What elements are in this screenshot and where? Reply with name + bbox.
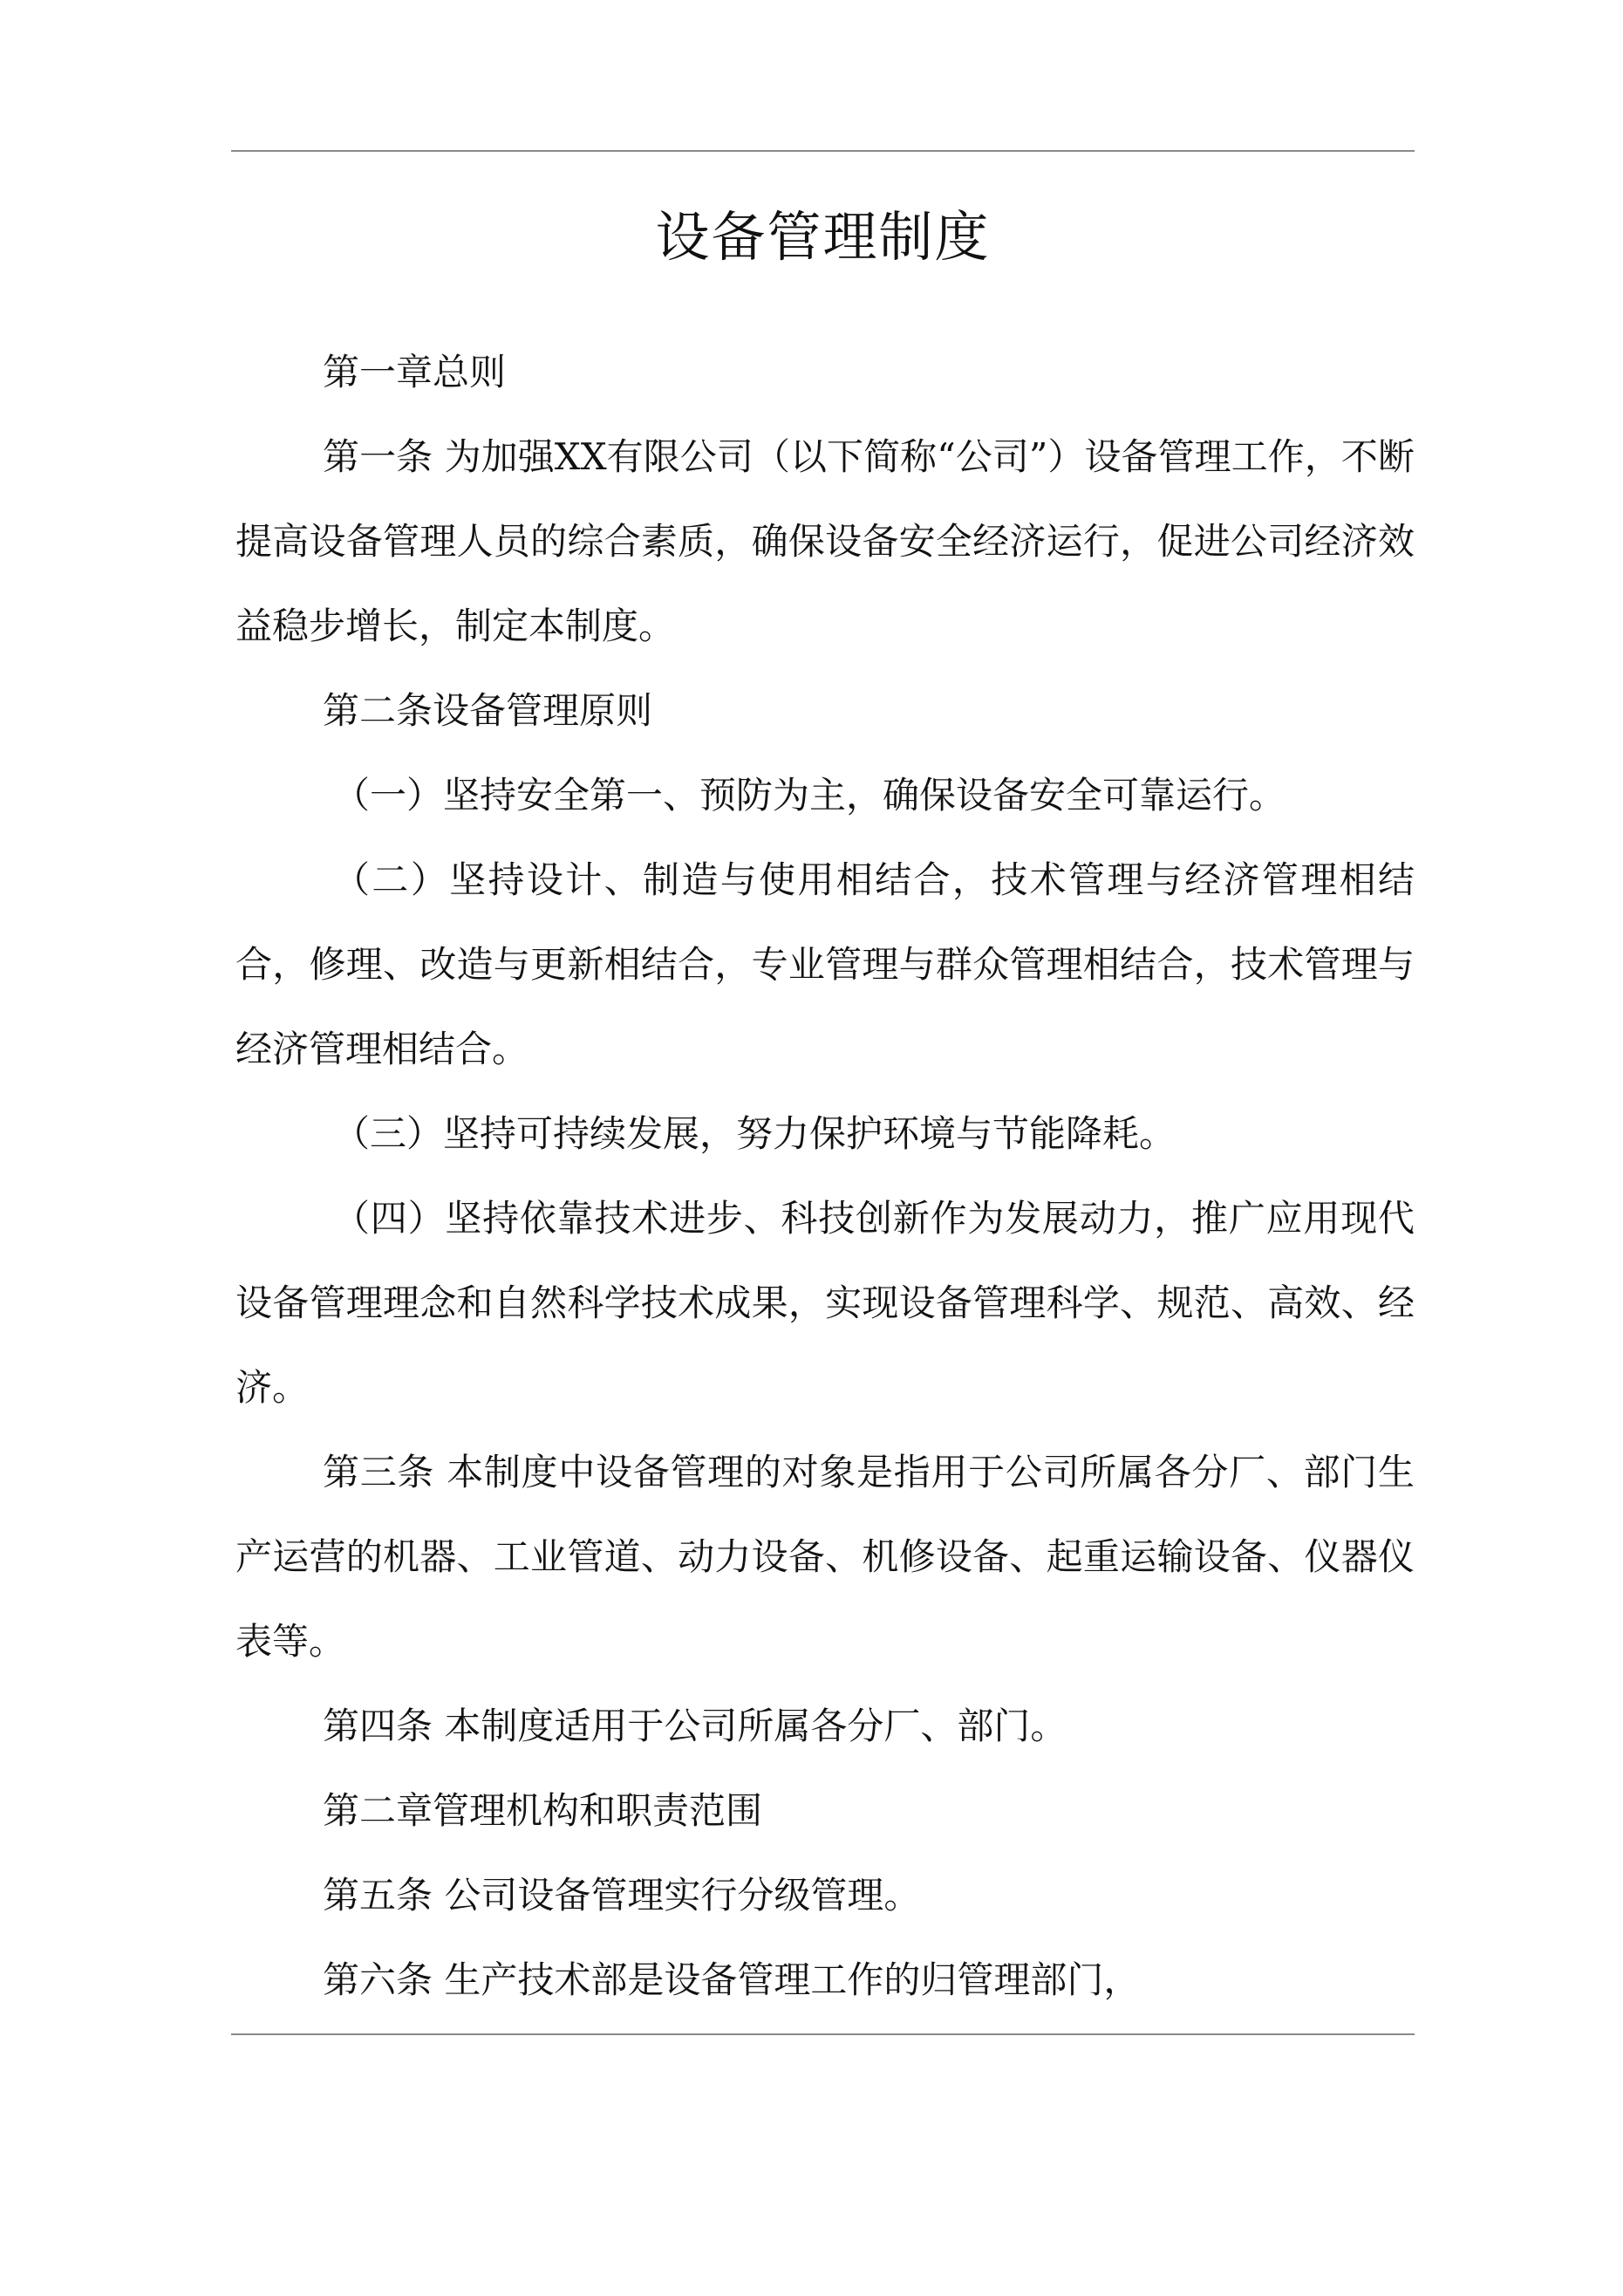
- principle-3: （三）坚持可持续发展，努力保护环境与节能降耗。: [333, 1112, 1176, 1155]
- chapter-heading-2: 第二章管理机构和职责范围: [323, 1789, 763, 1832]
- principle-4: （四）坚持依靠技术进步、科技创新作为发展动力，推广应用现代设备管理理念和自然科学技术成果，实现设备管理科学、规范、高效、经济。: [235, 1197, 1415, 1409]
- document-body: [235, 330, 1415, 2022]
- article-3: 第三条 本制度中设备管理的对象是指用于公司所属各分厂、部门生产运营的机器、工业管道、动力设备、机修设备、起重运输设备、仪器仪表等。: [235, 1451, 1415, 1663]
- chapter-heading-1: 第一章总则: [323, 351, 507, 393]
- article-1: 第一条 为加强XX有限公司（以下简称“公司”）设备管理工作，不断提高设备管理人员的综合素质，确保设备安全经济运行，促进公司经济效益稳步增长，制定本制度。: [235, 435, 1415, 647]
- principle-1: （一）坚持安全第一、预防为主，确保设备安全可靠运行。: [333, 774, 1286, 817]
- header-rule: [231, 150, 1415, 152]
- article-2-heading: 第二条设备管理原则: [323, 689, 653, 732]
- principle-2: （二）坚持设计、制造与使用相结合，技术管理与经济管理相结合，修理、改造与更新相结合，专业管理与群众管理相结合，技术管理与经济管理相结合。: [235, 858, 1415, 1070]
- article-6: 第六条 生产技术部是设备管理工作的归管理部门，: [323, 1958, 1141, 2001]
- article-5: 第五条 公司设备管理实行分级管理。: [323, 1874, 921, 1917]
- footer-rule: [231, 2033, 1415, 2035]
- document-title: 设备管理制度: [655, 205, 991, 269]
- article-4: 第四条 本制度适用于公司所属各分厂、部门。: [323, 1705, 1067, 1747]
